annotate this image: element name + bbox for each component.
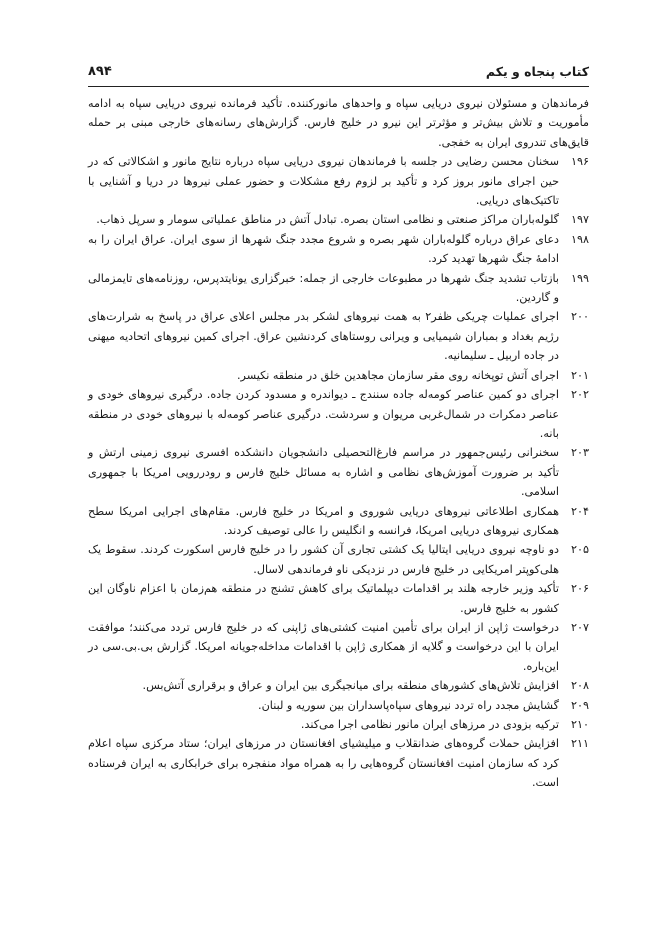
entry-number: ۲۱۰ (570, 718, 589, 731)
entry-number: ۲۰۵ (570, 543, 589, 557)
entry-text: دو ناوچه نیروی دریایی ایتالیا یک کشتی تجاری آن کشور را در خلیج فارس اسکورت کردند. سقوط یک هلی‌کوپتر امریکایی در خلیج فارس در نزدیکی ناو فرماندهی لاسال. (88, 543, 559, 576)
chronology-entry (88, 385, 589, 443)
book-title: کتاب پنجاه و یکم (485, 64, 589, 79)
chronology-entry (88, 210, 589, 229)
entry-number: ۱۹۹ (570, 271, 589, 285)
chronology-entry (88, 269, 589, 308)
entry-number: ۲۰۴ (570, 504, 589, 518)
chronology-entry (88, 366, 589, 385)
entry-number: ۱۹۷ (570, 213, 589, 227)
entry-text: افزایش تلاش‌های کشورهای منطقه برای میانجیگری بین ایران و عراق و برقراری آتش‌بس. (142, 679, 559, 693)
entry-text: تأکید وزیر خارجه هلند بر اقدامات دیپلماتیک برای کاهش تشنج در منطقه هم‌زمان با اعزام ناوگان این کشور به خلیج فارس. (88, 582, 559, 615)
chronology-entry (88, 540, 589, 579)
chronology-entry (88, 307, 589, 365)
chronology-content (88, 94, 589, 793)
entry-number: ۲۰۳ (570, 446, 589, 460)
chronology-entry (88, 618, 589, 676)
chronology-entry (88, 676, 589, 695)
chronology-entry (88, 152, 589, 210)
entry-number: ۲۰۷ (570, 620, 589, 634)
chronology-entry (88, 502, 589, 541)
entry-text: اجرای عملیات چریکی ظفر۲ به همت نیروهای لشکر بدر مجلس اعلای عراق در پاسخ به شرارت‌های رژیم بغداد و بمباران شیمیایی و ویرانی روستاهای کردنشین عراق. اجرای کمین نیروهای اتحادیه میهنی در جاده اربیل ـ سلیمانیه. (88, 310, 559, 363)
entry-text: سخنرانی رئیس‌جمهور در مراسم فارغ‌التحصیلی دانشجویان دانشکده افسری نیروی زمینی ارتش و تأکید بر ضرورت آموزش‌های نظامی و اشاره به مسائل خلیج فارس و رودررویی امریکا با جمهوری اسلامی. (88, 446, 559, 499)
entry-text: سخنان محسن رضایی در جلسه با فرماندهان نیروی دریایی سپاه درباره نتایج مانور و اشکالاتی که در حین اجرای مانور بروز کرد و تأکید بر لزوم رفع مشکلات و حضور عملی نیروها در دریا و آشنایی با تاکتیک‌های دریایی. (88, 155, 559, 208)
entry-text: اجرای آتش توپخانه روی مقر سازمان مجاهدین خلق در منطقه نکیسر. (237, 368, 559, 382)
entry-number: ۱۹۸ (570, 232, 589, 246)
entry-text: اجرای دو کمین عناصر کومه‌له جاده سنندج ـ دیواندره و مسدود کردن جاده. درگیری نیروهای خودی و عناصر دمکرات در شمال‌غربی مریوان و سردشت. درگیری عناصر کومه‌له با نیروهای خودی در منطقه بانه. (88, 388, 559, 440)
entry-number: ۲۰۲ (570, 388, 589, 402)
continuation-paragraph: فرماندهان و مسئولان نیروی دریایی سپاه و واحدهای مانورکننده. تأکید فرمانده نیروی دریایی سپاه به ادامه مأموریت و تلاش بیش‌تر و مؤثرتر این نیرو در خلیج فارس. گزارش‌های رسانه‌های خارجی مبنی بر حمله قایق‌های تندروی ایران به خفجی. (88, 97, 589, 149)
entry-text: دعای عراق درباره گلوله‌باران شهر بصره و شروع مجدد جنگ شهرها از سوی ایران. عراق ایران را به ادامهٔ جنگ شهرها تهدید کرد. (88, 232, 559, 266)
entry-text: گشایش مجدد راه تردد نیروهای سپاه‌پاسداران بین سوریه و لبنان. (258, 698, 559, 712)
chronology-entry (88, 579, 589, 618)
chronology-entry (88, 230, 589, 269)
chronology-entry (88, 443, 589, 501)
entry-number: ۲۰۶ (570, 582, 589, 596)
entry-number: ۲۰۰ (570, 310, 589, 324)
entry-text: درخواست ژاپن از ایران برای تأمین امنیت کشتی‌های ژاپنی که در خلیج فارس تردد می‌کنند؛ موافقت ایران با این درخواست و گلایه از همکاری ژاپن با اقدامات مداخله‌جویانه امریکا. گزارش بی.بی.سی در این‌باره. (88, 620, 559, 673)
chronology-entry (88, 696, 589, 715)
entry-text: ترکیه بزودی در مرزهای ایران مانور نظامی اجرا می‌کند. (300, 718, 559, 731)
entry-number: ۱۹۶ (570, 155, 589, 169)
entry-number: ۲۰۱ (570, 368, 589, 382)
entry-number: ۲۰۸ (570, 679, 589, 693)
entry-text: افزایش حملات گروه‌های ضدانقلاب و میلیشیای افغانستان در مرزهای ایران؛ ستاد مرکزی سپاه اعلام کرد که سازمان امنیت افغانستان گروه‌هایی را به همراه مواد منفجره برای خرابکاری به ایران فرستاده است. (88, 737, 559, 790)
entry-list (88, 152, 589, 792)
chronology-entry (88, 734, 589, 792)
chronology-entry (88, 715, 589, 734)
entry-number: ۲۰۹ (570, 698, 589, 712)
entry-text: همکاری اطلاعاتی نیروهای دریایی شوروی و امریکا در خلیج فارس. مقام‌های اجرایی امریکا سطح همکاری نیروهای دریایی امریکا، فرانسه و انگلیس را عالی توصیف کردند. (88, 504, 559, 537)
page-number: ۸۹۴ (88, 64, 112, 79)
page-header (88, 62, 589, 87)
entry-text: بازتاب تشدید جنگ شهرها در مطبوعات خارجی از جمله: خبرگزاری یونایتدپرس، روزنامه‌های تایمزمالی و گاردین. (88, 271, 559, 305)
entry-text: گلوله‌باران مراکز صنعتی و نظامی استان بصره. تبادل آتش در مناطق عملیاتی سومار و سرپل ذهاب. (96, 213, 559, 227)
entry-number: ۲۱۱ (570, 737, 589, 751)
